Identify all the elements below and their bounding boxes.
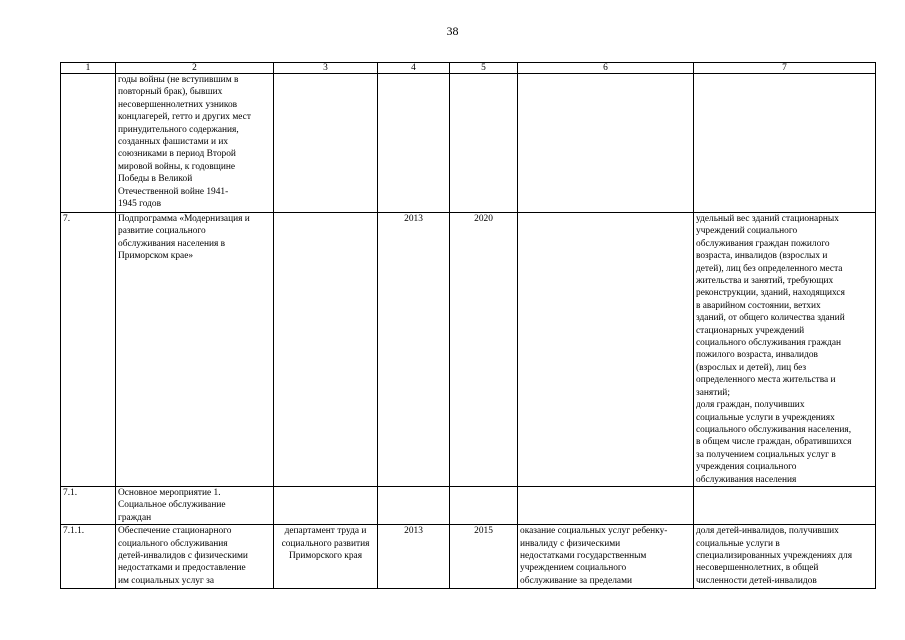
- column-number: 4: [378, 63, 450, 74]
- end-year: 2020: [450, 213, 518, 487]
- indicator-link: доля детей-инвалидов, получивших социальные услуги в специализированных учреждениях для несовершеннолетних, в общей численности детей-инвалидов: [694, 525, 876, 589]
- start-year: [378, 74, 450, 213]
- item-number: 7.1.1.: [61, 525, 116, 589]
- item-number: 7.: [61, 213, 116, 487]
- start-year: 2013: [378, 213, 450, 487]
- responsible-executor: [274, 486, 378, 524]
- responsible-executor: департамент труда и социального развития Приморского края: [274, 525, 378, 589]
- column-number: 5: [450, 63, 518, 74]
- end-year: [450, 74, 518, 213]
- start-year: [378, 486, 450, 524]
- table-row: [61, 486, 876, 524]
- item-number: 7.1.: [61, 486, 116, 524]
- indicator-link: удельный вес зданий стационарных учреждений социального обслуживания граждан пожилого возраста, инвалидов (взрослых и детей), лиц без определенного места жительства и занятий, требующих реконструкции, зданий, находящихся в аварийном состоянии, ветхих зданий, от общего количества зданий стационарных учреждений социального обслуживания граждан пожилого возраста, инвалидов (взрослых и детей), лиц без определенного места жительства и занятий; доля граждан, получивших социальные услуги в учреждениях социального обслуживания населения, в общем числе граждан, обратившихся за получением социальных услуг в учреждения социального обслуживания населения: [694, 213, 876, 487]
- item-name: Обеспечение стационарного социального обслуживания детей-инвалидов с физическими недостатками и предоставление им социальных услуг за: [116, 525, 274, 589]
- table-row: [61, 74, 876, 213]
- column-number: 2: [116, 63, 274, 74]
- expected-result: оказание социальных услуг ребенку- инвалиду с физическими недостатками государственным учреждением социального обслуживание за пределами: [518, 525, 694, 589]
- responsible-executor: [274, 74, 378, 213]
- expected-result: [518, 74, 694, 213]
- table-row: [61, 525, 876, 589]
- expected-result: [518, 213, 694, 487]
- table-row: [61, 213, 876, 487]
- start-year: 2013: [378, 525, 450, 589]
- item-name: годы войны (не вступившим в повторный брак), бывших несовершеннолетних узников концлагерей, гетто и других мест принудительного содержания, созданных фашистами и их союзниками в период Второй мировой войны, к годовщине Победы в Великой Отечественной войне 1941- 1945 годов: [116, 74, 274, 213]
- item-name: Основное мероприятие 1. Социальное обслуживание граждан: [116, 486, 274, 524]
- column-number: 7: [694, 63, 876, 74]
- column-number: 1: [61, 63, 116, 74]
- indicator-link: [694, 486, 876, 524]
- expected-result: [518, 486, 694, 524]
- page-number: 38: [446, 24, 459, 38]
- column-number: 3: [274, 63, 378, 74]
- column-number: 6: [518, 63, 694, 74]
- program-table: [60, 62, 876, 589]
- responsible-executor: [274, 213, 378, 487]
- item-number: [61, 74, 116, 213]
- indicator-link: [694, 74, 876, 213]
- column-number-row: [61, 63, 876, 74]
- end-year: 2015: [450, 525, 518, 589]
- end-year: [450, 486, 518, 524]
- item-name: Подпрограмма «Модернизация и развитие социального обслуживания населения в Приморском крае»: [116, 213, 274, 487]
